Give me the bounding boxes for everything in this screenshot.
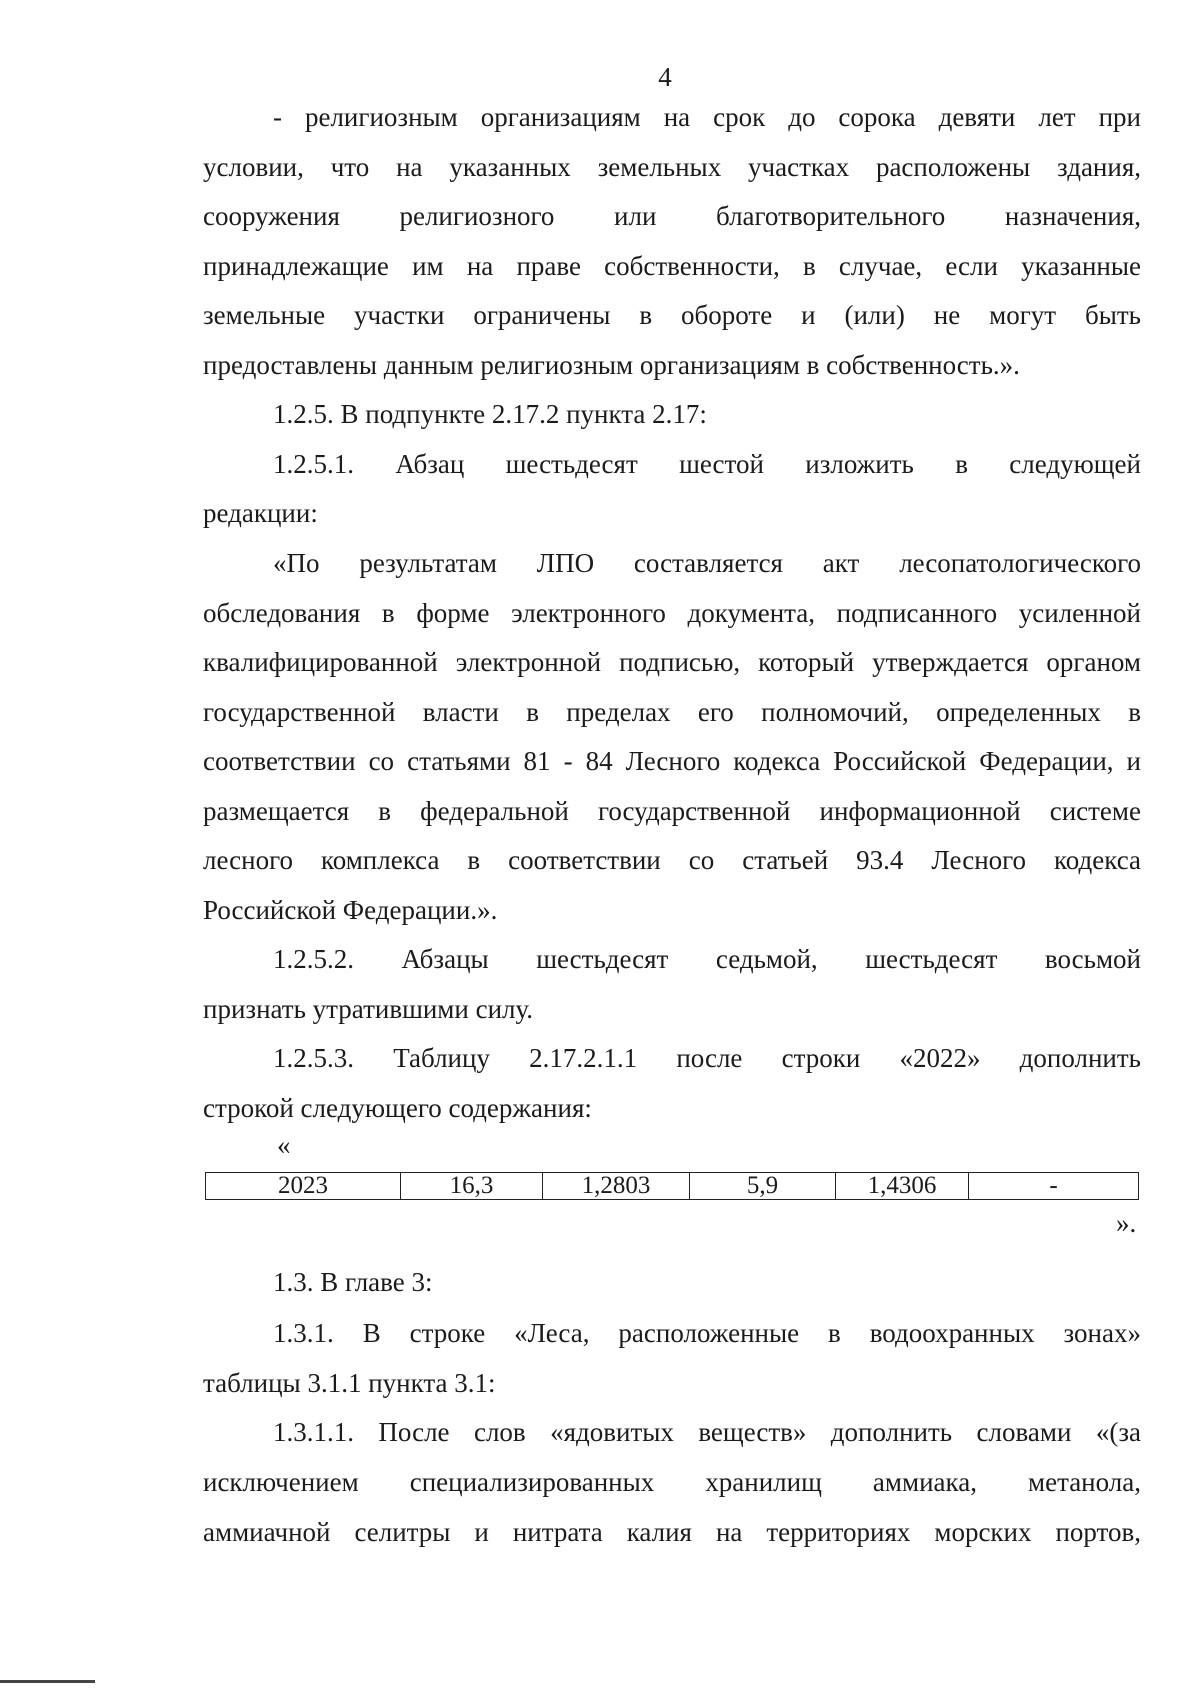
table-cell: 16,3 xyxy=(401,1173,543,1200)
page-number: 4 xyxy=(658,62,672,92)
scan-edge-mark xyxy=(0,1680,95,1683)
text-line: Российской Федерации.». xyxy=(203,895,498,925)
text-line: размещается в федеральной государственной информационной системе xyxy=(203,796,1141,826)
text-line: 1.2.5.1. Абзац шестьдесят шестой изложить в следующей xyxy=(273,449,1141,479)
table-cell-year: 2023 xyxy=(206,1173,401,1200)
text-line: 1.2.5.3. Таблицу 2.17.2.1.1 после строки «2022» дополнить xyxy=(273,1043,1141,1073)
text-line: 1.3.1. В строке «Леса, расположенные в водоохранных зонах» xyxy=(273,1318,1141,1348)
table-row xyxy=(206,1173,1139,1200)
text-line: условии, что на указанных земельных участках расположены здания, xyxy=(203,152,1141,182)
text-line: обследования в форме электронного документа, подписанного усиленной xyxy=(203,598,1141,628)
text-line: признать утратившими силу. xyxy=(203,994,534,1024)
text-line: 1.2.5.2. Абзацы шестьдесят седьмой, шестьдесят восьмой xyxy=(273,944,1141,974)
text-line: 1.3. В главе 3: xyxy=(273,1267,433,1297)
text-line: аммиачной селитры и нитрата калия на территориях морских портов, xyxy=(203,1517,1141,1547)
text-line: исключением специализированных хранилищ аммиака, метанола, xyxy=(203,1467,1141,1497)
text-line: квалифицированной электронной подписью, который утверждается органом xyxy=(203,647,1141,677)
table-cell: 1,4306 xyxy=(836,1173,969,1200)
inserted-table-row xyxy=(205,1172,1139,1200)
text-line: государственной власти в пределах его полномочий, определенных в xyxy=(203,697,1141,727)
table-cell: 5,9 xyxy=(690,1173,836,1200)
text-line: редакции: xyxy=(203,498,318,528)
quote-close: ». xyxy=(1116,1208,1137,1238)
text-line: принадлежащие им на праве собственности, в случае, если указанные xyxy=(203,251,1141,281)
table-cell: - xyxy=(969,1173,1139,1200)
text-line: таблицы 3.1.1 пункта 3.1: xyxy=(203,1368,496,1398)
text-line: - религиозным организациям на срок до сорока девяти лет при xyxy=(273,102,1141,132)
text-line: соответствии со статьями 81 - 84 Лесного кодекса Российской Федерации, и xyxy=(203,746,1141,776)
text-line: сооружения религиозного или благотворительного назначения, xyxy=(203,201,1141,231)
text-line: строкой следующего содержания: xyxy=(203,1093,592,1123)
text-line: предоставлены данным религиозным организациям в собственность.». xyxy=(203,350,1020,380)
text-line: «По результатам ЛПО составляется акт лесопатологического xyxy=(273,548,1141,578)
quote-open: « xyxy=(277,1130,291,1160)
text-line: земельные участки ограничены в обороте и (или) не могут быть xyxy=(203,300,1141,330)
text-line: 1.3.1.1. После слов «ядовитых веществ» дополнить словами «(за xyxy=(273,1417,1141,1447)
text-line: лесного комплекса в соответствии со статьей 93.4 Лесного кодекса xyxy=(203,845,1141,875)
text-line: 1.2.5. В подпункте 2.17.2 пункта 2.17: xyxy=(273,399,707,429)
table-cell: 1,2803 xyxy=(543,1173,690,1200)
